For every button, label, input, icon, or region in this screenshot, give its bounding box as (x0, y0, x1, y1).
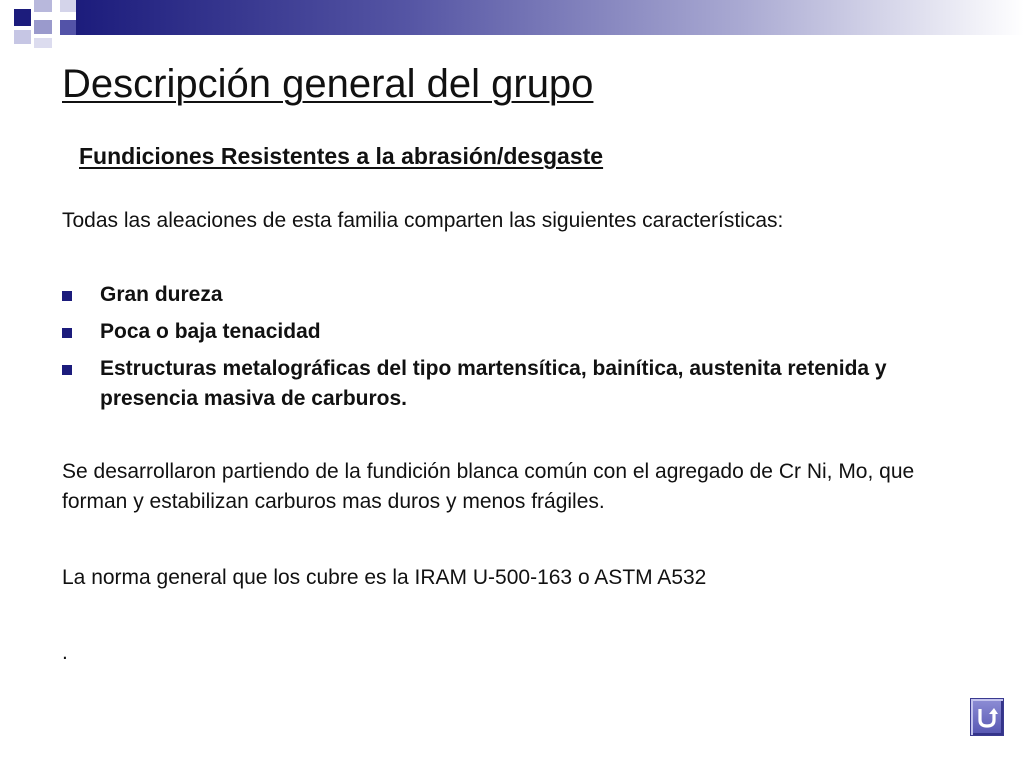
return-arrow-icon (976, 705, 998, 729)
slide-title: Descripción general del grupo (62, 62, 594, 106)
paragraph-period: . (62, 641, 68, 664)
list-item (62, 354, 962, 414)
slide-subtitle: Fundiciones Resistentes a la abrasión/desgaste (79, 143, 604, 169)
deco-square (34, 0, 52, 12)
deco-square (14, 30, 31, 44)
square-bullet-icon (62, 328, 72, 338)
deco-square (34, 38, 52, 48)
header-decoration (0, 0, 1024, 48)
gradient-band (76, 0, 1024, 35)
list-item (62, 317, 962, 347)
deco-square (60, 0, 76, 12)
list-item (62, 280, 962, 310)
intro-text: Todas las aleaciones de esta familia comparten las siguientes características: (62, 209, 784, 232)
deco-square (60, 20, 76, 35)
paragraph-standard: La norma general que los cubre es la IRAM U-500-163 o ASTM A532 (62, 566, 707, 589)
bullet-text: Poca o baja tenacidad (100, 320, 321, 343)
bullet-list (62, 280, 962, 421)
return-button[interactable] (970, 698, 1004, 736)
square-bullet-icon (62, 291, 72, 301)
paragraph-development: Se desarrollaron partiendo de la fundición blanca común con el agregado de Cr Ni, Mo, que forman y estabilizan carburos mas duros y menos frágiles. (62, 460, 915, 513)
deco-square (34, 20, 52, 34)
square-bullet-icon (62, 365, 72, 375)
bullet-text: Estructuras metalográficas del tipo martensítica, bainítica, austenita retenida y presencia masiva de carburos. (100, 357, 887, 410)
deco-square (14, 9, 31, 26)
bullet-text: Gran dureza (100, 283, 223, 306)
